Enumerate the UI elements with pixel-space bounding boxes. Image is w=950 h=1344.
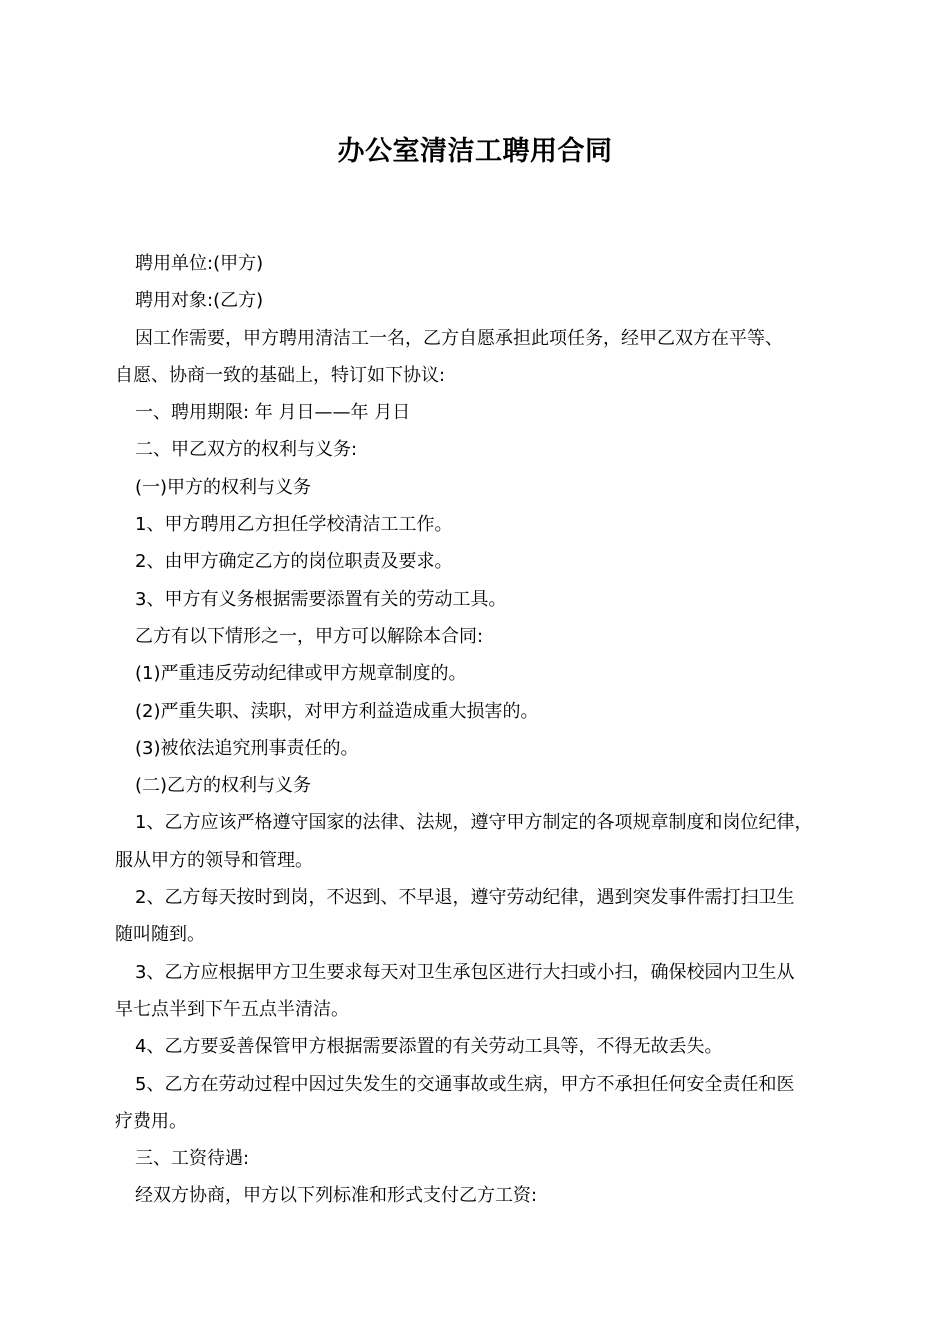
- paragraph-line: 疗费用。: [115, 1110, 187, 1132]
- paragraph-line: 三、工资待遇:: [135, 1148, 250, 1170]
- paragraph-line: 随叫随到。: [115, 924, 205, 946]
- document-body: [115, 245, 850, 1215]
- paragraph-line: 2、乙方每天按时到岗，不迟到、不早退，遵守劳动纪律，遇到突发事件需打扫卫生: [135, 887, 795, 909]
- paragraph-line: 聘用对象:(乙方): [135, 290, 264, 312]
- paragraph-line: 自愿、协商一致的基础上，特订如下协议:: [115, 364, 446, 386]
- paragraph-line: (1)严重违反劳动纪律或甲方规章制度的。: [135, 663, 467, 685]
- paragraph-line: 5、乙方在劳动过程中因过失发生的交通事故或生病，甲方不承担任何安全责任和医: [135, 1073, 795, 1095]
- paragraph-line: 2、由甲方确定乙方的岗位职责及要求。: [135, 551, 453, 573]
- paragraph-line: 二、甲乙双方的权利与义务:: [135, 439, 358, 461]
- paragraph-line: (一)甲方的权利与义务: [135, 476, 312, 498]
- paragraph-line: 聘用单位:(甲方): [135, 253, 264, 274]
- paragraph-line: 经双方协商，甲方以下列标准和形式支付乙方工资:: [135, 1185, 538, 1207]
- paragraph-line: 早七点半到下午五点半清洁。: [115, 998, 349, 1020]
- paragraph-line: 1、乙方应该严格遵守国家的法律、法规，遵守甲方制定的各项规章制度和岗位纪律，: [135, 812, 813, 834]
- paragraph-line: (二)乙方的权利与义务: [135, 775, 312, 797]
- paragraph-line: 因工作需要，甲方聘用清洁工一名，乙方自愿承担此项任务，经甲乙双方在平等、: [135, 327, 783, 349]
- document-title: 办公室清洁工聘用合同: [337, 136, 613, 167]
- paragraph-line: 服从甲方的领导和管理。: [115, 849, 313, 871]
- paragraph-line: 1、甲方聘用乙方担任学校清洁工工作。: [135, 514, 453, 536]
- paragraph-line: 一、聘用期限: 年 月日——年 月日: [135, 402, 411, 424]
- paragraph-line: 乙方有以下情形之一，甲方可以解除本合同:: [135, 625, 484, 647]
- paragraph-line: 4、乙方要妥善保管甲方根据需要添置的有关劳动工具等，不得无故丢失。: [135, 1036, 723, 1058]
- paragraph-line: (2)严重失职、渎职，对甲方利益造成重大损害的。: [135, 700, 539, 722]
- paragraph-line: (3)被依法追究刑事责任的。: [135, 737, 359, 759]
- paragraph-line: 3、乙方应根据甲方卫生要求每天对卫生承包区进行大扫或小扫，确保校园内卫生从: [135, 961, 795, 983]
- paragraph-line: 3、甲方有义务根据需要添置有关的劳动工具。: [135, 588, 507, 610]
